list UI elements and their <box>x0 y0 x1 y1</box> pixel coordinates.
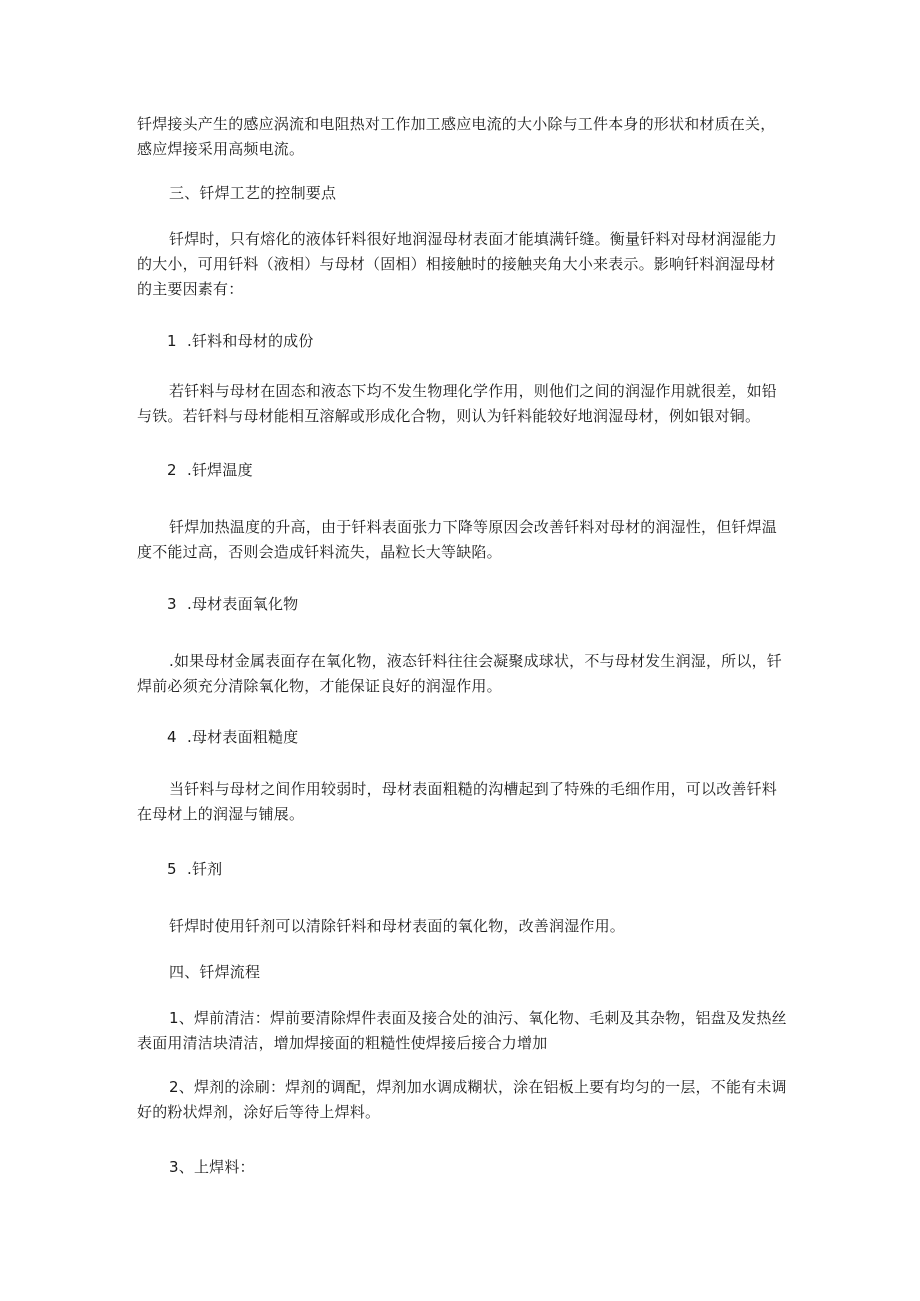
paragraph-flux-application: 2、焊剂的涂刷：焊剂的调配，焊剂加水调成糊状，涂在铝板上要有均匀的一层，不能有未调好的粉状焊剂，涂好后等待上焊料。 <box>137 1078 787 1121</box>
paragraph-temperature: 钎焊加热温度的升高，由于钎料表面张力下降等原因会改善钎料对母材的润湿性，但钎焊温度不能过高，否则会造成钎料流失，晶粒长大等缺陷。 <box>137 518 778 561</box>
list-title-2: .钎焊温度 <box>187 461 253 479</box>
list-item-3-heading <box>167 592 467 617</box>
list-number-4: 4 <box>167 728 177 746</box>
section-heading-process: 四、钎焊流程 <box>169 963 261 981</box>
list-title-4: .母材表面粗糙度 <box>187 728 299 746</box>
list-title-1: .钎料和母材的成份 <box>187 332 314 350</box>
paragraph-oxide: .如果母材金属表面存在氧化物，液态钎料往往会凝聚成球状，不与母材发生润湿，所以，钎焊前必须充分清除氧化物，才能保证良好的润湿作用。 <box>137 652 782 695</box>
list-number-1: 1 <box>167 332 177 350</box>
paragraph-induction-current: 钎焊接头产生的感应涡流和电阻热对工作加工感应电流的大小除与工件本身的形状和材质在关，感应焊接采用高频电流。 <box>137 115 776 158</box>
paragraph-apply-filler: 3、上焊料： <box>169 1158 255 1176</box>
list-item-2-heading <box>167 458 467 483</box>
list-title-3: .母材表面氧化物 <box>187 595 299 613</box>
list-item-4-heading <box>167 725 467 750</box>
list-number-2: 2 <box>167 461 177 479</box>
paragraph-flux: 钎焊时使用钎剂可以清除钎料和母材表面的氧化物，改善润湿作用。 <box>169 917 626 935</box>
paragraph-roughness: 当钎料与母材之间作用较弱时，母材表面粗糙的沟槽起到了特殊的毛细作用，可以改善钎料在母材上的润湿与铺展。 <box>137 780 778 823</box>
list-number-3: 3 <box>167 595 177 613</box>
list-item-1-heading <box>167 329 467 354</box>
paragraph-wetting-intro: 钎焊时，只有熔化的液体钎料很好地润湿母材表面才能填满钎缝。衡量钎料对母材润湿能力的大小，可用钎料（液相）与母材（固相）相接触时的接触夹角大小来表示。影响钎料润湿母材的主要因素有： <box>137 230 778 298</box>
list-item-5-heading <box>167 857 467 882</box>
paragraph-composition: 若钎料与母材在固态和液态下均不发生物理化学作用，则他们之间的润湿作用就很差，如铅与铁。若钎料与母材能相互溶解或形成化合物，则认为钎料能较好地润湿母材，例如银对铜。 <box>137 382 778 425</box>
list-number-5: 5 <box>167 860 177 878</box>
section-heading-control-points: 三、钎焊工艺的控制要点 <box>169 184 337 202</box>
list-title-5: .钎剂 <box>187 860 223 878</box>
paragraph-pre-cleaning: 1、焊前清洁：焊前要清除焊件表面及接合处的油污、氧化物、毛刺及其杂物，铝盘及发热丝表面用清洁块清洁，增加焊接面的粗糙性使焊接后接合力增加 <box>137 1009 787 1052</box>
